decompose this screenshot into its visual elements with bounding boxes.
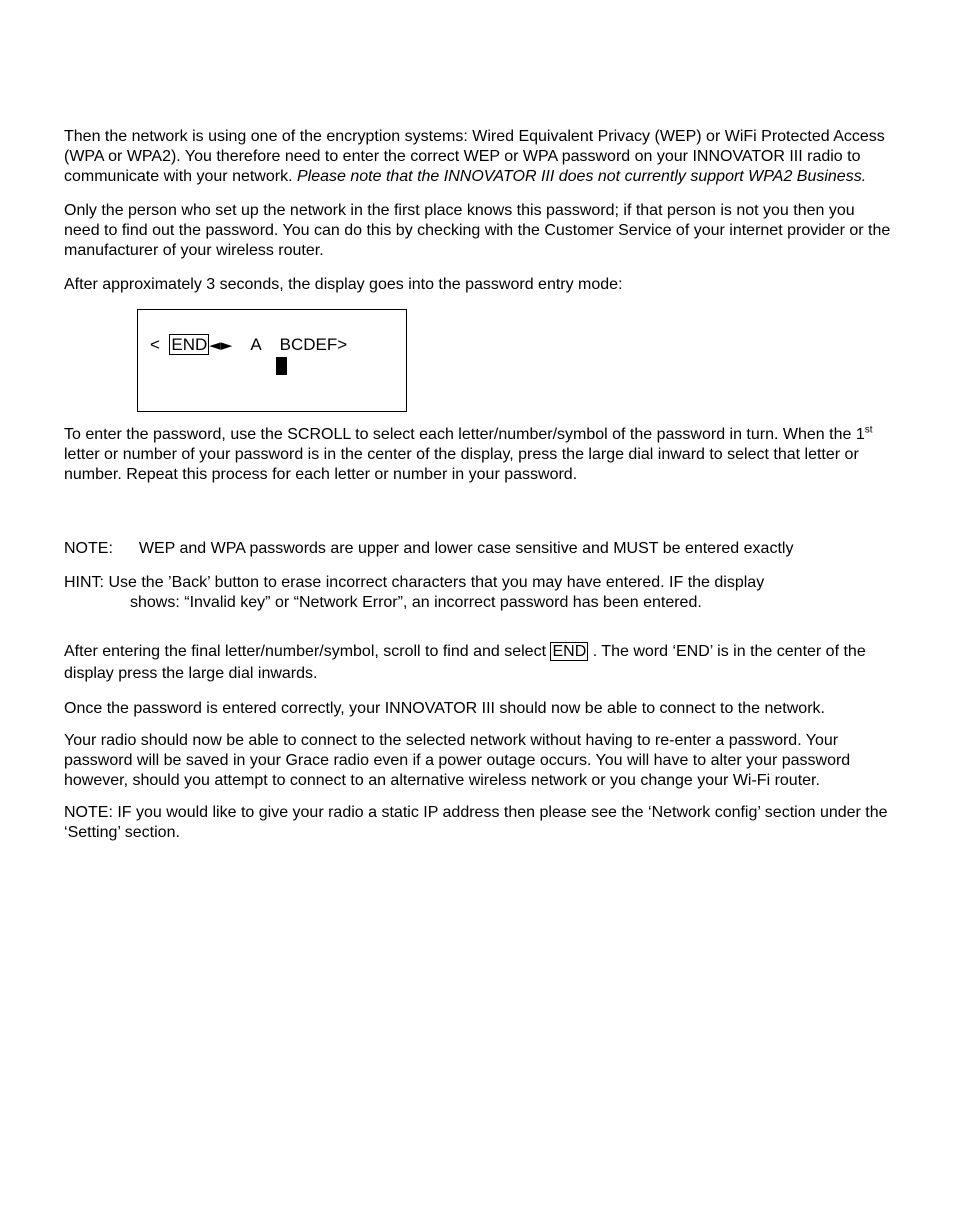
display-end-box: END xyxy=(171,335,208,354)
select-end-text-b: . The word ‘END’ is in the center of the display press the large dial inwards. xyxy=(64,643,866,682)
scroll-text-d: letter or number of your password is in the center of the display, press the large dial inward to select that letter or number. Repeat this process for each letter or number in your password. xyxy=(64,446,859,483)
scroll-to-label: SCROLL to xyxy=(287,426,369,443)
network-config-label: Network config xyxy=(651,804,758,821)
paragraph-password-correct: Once the password is entered correctly, your INNOVATOR III should now be able to connect to the network. xyxy=(64,700,825,717)
display-line xyxy=(150,335,347,355)
paragraph-encryption xyxy=(64,127,894,187)
hint-back-button xyxy=(64,573,894,613)
paragraph-entry-mode: After approximately 3 seconds, the display goes into the password entry mode: xyxy=(64,276,623,293)
display-scroll-arrows-icon: ◄► xyxy=(209,336,233,354)
note-static-ip xyxy=(64,803,894,843)
note-case-sensitive xyxy=(64,539,894,559)
display-current-char: A xyxy=(250,335,261,354)
note2-label: NOTE: xyxy=(64,804,113,821)
note2-text-a: IF you would like to give your radio a static IP address then please see the ‘ xyxy=(112,804,652,821)
hint-label: HINT: xyxy=(64,574,104,591)
wpa2-note-italic: Please note that the INNOVATOR III does not currently support WPA2 Business. xyxy=(296,168,867,185)
scroll-text-a: To enter the password, use the xyxy=(64,426,288,443)
scroll-text-c: select each letter/number/symbol of the password in turn. When the 1 xyxy=(368,426,865,443)
paragraph-scroll-instructions xyxy=(64,425,894,485)
display-left-arrow: < xyxy=(150,335,160,354)
paragraph-select-end xyxy=(64,641,894,685)
paragraph-password-saved: Your radio should now be able to connect to the selected network without having to re-enter a password. Your password will be saved in your Grace radio even if a power outage occurs. You will have to alter your password however, should you attempt to connect to an alternative wireless network or you change your Wi-Fi router. xyxy=(64,732,851,789)
cursor-block-icon xyxy=(276,357,287,375)
manual-page xyxy=(64,127,894,843)
ordinal-sup: st xyxy=(864,424,873,436)
paragraph-password-owner: Only the person who set up the network in the first place knows this password; if that person is not you then you need to find out the password. You can do this by checking with the Customer Service of your internet provider or the manufacturer of your wireless router. xyxy=(64,202,891,259)
note2-text-e: ’ section. xyxy=(117,824,180,841)
hint-line1: Use the ’Back’ button to erase incorrect characters that you may have entered. IF the display xyxy=(104,574,765,591)
password-entry-display xyxy=(137,309,407,412)
note-text: WEP and WPA passwords are upper and lower case sensitive and MUST be entered exactly xyxy=(138,540,794,557)
end-box: END xyxy=(552,643,587,660)
select-end-text-a: After entering the final letter/number/symbol, scroll to find and select xyxy=(64,643,551,660)
display-next-chars: BCDEF> xyxy=(279,335,348,354)
note-label: NOTE: xyxy=(64,540,113,557)
note2-text-c: ’ section under the ‘ xyxy=(64,804,888,841)
encryption-text: Then the network is using one of the encryption systems: Wired Equivalent Privacy (WEP) or WiFi Protected Access (WPA or WPA2). You therefore need to enter the correct WEP or WPA password on your INNOVATOR III radio to communicate with your network. xyxy=(64,128,885,185)
setting-label: Setting xyxy=(67,824,118,841)
hint-line2: shows: “Invalid key” or “Network Error”, an incorrect password has been entered. xyxy=(130,594,702,611)
